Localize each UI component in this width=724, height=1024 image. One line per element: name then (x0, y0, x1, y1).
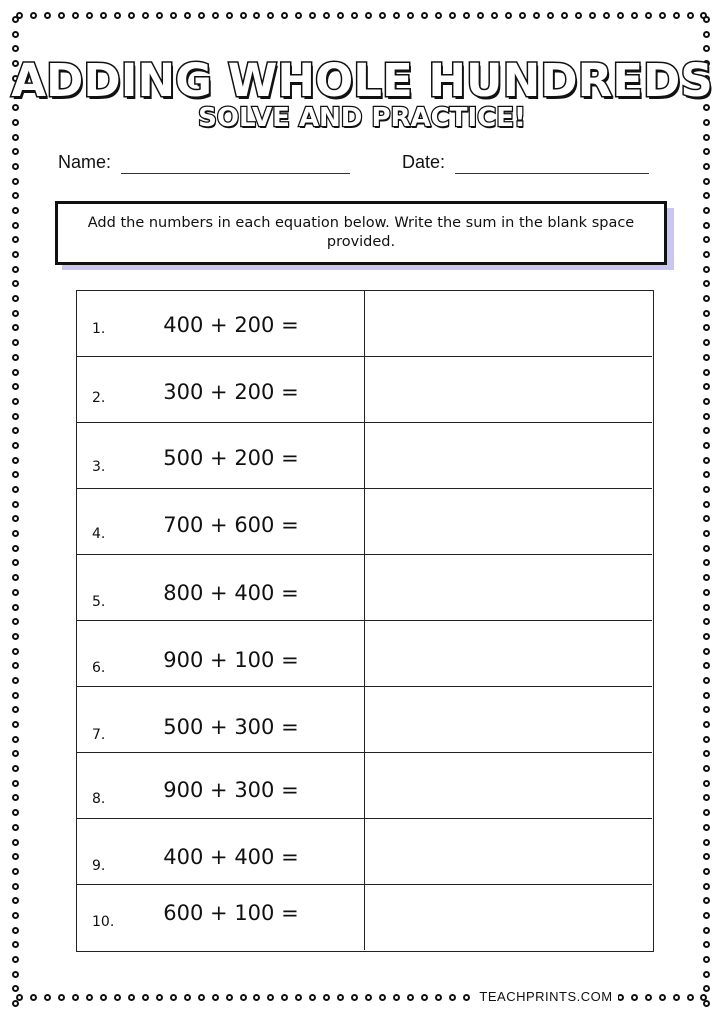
border-dot (12, 971, 19, 978)
border-dot (703, 45, 710, 52)
equation-cell (77, 885, 365, 950)
border-dot (703, 706, 710, 713)
equation-cell (77, 423, 365, 488)
border-dot (421, 12, 428, 19)
border-dot (589, 12, 596, 19)
problem-number: 6. (92, 660, 106, 676)
border-dot (198, 994, 205, 1001)
border-dot (12, 339, 19, 346)
border-dot (703, 559, 710, 566)
answer-cell[interactable] (365, 489, 652, 554)
answer-cell[interactable] (365, 621, 652, 686)
border-dot (198, 12, 205, 19)
border-dot (703, 883, 710, 890)
border-dot (12, 662, 19, 669)
border-dot (703, 354, 710, 361)
instructions-box (55, 201, 667, 265)
border-dot (703, 236, 710, 243)
border-dot (631, 12, 638, 19)
problem-equation: 400 + 200 = (163, 313, 299, 337)
border-dot (12, 413, 19, 420)
border-dot (12, 383, 19, 390)
border-dot (44, 12, 51, 19)
border-dot (703, 16, 710, 23)
problem-number: 10. (92, 914, 115, 930)
border-dot (184, 12, 191, 19)
border-dot (240, 994, 247, 1001)
border-dot (365, 12, 372, 19)
border-dot (12, 530, 19, 537)
problem-number: 8. (92, 791, 106, 807)
border-dot (12, 736, 19, 743)
border-dot (12, 648, 19, 655)
border-dot (703, 956, 710, 963)
border-dot (703, 515, 710, 522)
border-dot (703, 912, 710, 919)
border-dot (12, 839, 19, 846)
border-dot (449, 994, 456, 1001)
border-dot (703, 765, 710, 772)
border-dot (547, 12, 554, 19)
border-dot (407, 12, 414, 19)
equation-cell (77, 489, 365, 554)
border-dot (12, 178, 19, 185)
border-dot (703, 971, 710, 978)
border-dot (703, 251, 710, 258)
border-dot (703, 824, 710, 831)
border-dot (449, 12, 456, 19)
border-dot (12, 163, 19, 170)
border-dot (309, 994, 316, 1001)
border-dot (435, 12, 442, 19)
border-dot (142, 12, 149, 19)
problem-number: 4. (92, 526, 106, 542)
border-dot (12, 457, 19, 464)
border-dot (12, 559, 19, 566)
border-dot (212, 994, 219, 1001)
problem-equation: 700 + 600 = (163, 513, 299, 537)
border-dot (267, 12, 274, 19)
worksheet-title: ADDING WHOLE HUNDREDS (11, 54, 713, 107)
border-dot (12, 618, 19, 625)
border-dot (12, 192, 19, 199)
border-dot (253, 994, 260, 1001)
border-dot (12, 706, 19, 713)
border-dot (240, 12, 247, 19)
border-dot (12, 471, 19, 478)
problem-number: 3. (92, 459, 106, 475)
border-dot (703, 178, 710, 185)
problem-equation: 300 + 200 = (163, 380, 299, 404)
border-dot (703, 780, 710, 787)
border-dot (12, 148, 19, 155)
border-dots-left (12, 16, 20, 1008)
border-dot (72, 994, 79, 1001)
equation-cell (77, 357, 365, 422)
border-dot (703, 839, 710, 846)
border-dot (703, 721, 710, 728)
name-label: Name: (58, 152, 112, 172)
border-dot (421, 994, 428, 1001)
border-dot (86, 994, 93, 1001)
border-dot (603, 12, 610, 19)
border-dot (12, 883, 19, 890)
date-field[interactable] (455, 173, 649, 174)
border-dot (659, 12, 666, 19)
border-dot (703, 648, 710, 655)
border-dot (12, 956, 19, 963)
border-dot (703, 266, 710, 273)
worksheet-subtitle: SOLVE AND PRACTICE! (198, 103, 526, 133)
equation-cell (77, 819, 365, 884)
border-dot (703, 442, 710, 449)
border-dot (673, 994, 680, 1001)
border-dot (703, 398, 710, 405)
border-dot (659, 994, 666, 1001)
border-dot (12, 207, 19, 214)
border-dot (12, 794, 19, 801)
border-dot (281, 994, 288, 1001)
border-dot (703, 295, 710, 302)
border-dot (12, 501, 19, 508)
answer-cell[interactable] (365, 555, 652, 620)
date-label: Date: (402, 152, 446, 172)
border-dot (100, 994, 107, 1001)
table-row (77, 753, 652, 819)
border-dot (703, 280, 710, 287)
border-dot (645, 12, 652, 19)
border-dot (12, 545, 19, 552)
border-dot (12, 310, 19, 317)
table-row (77, 885, 652, 950)
border-dot (114, 12, 121, 19)
border-dot (703, 618, 710, 625)
border-dot (617, 12, 624, 19)
border-dot (12, 280, 19, 287)
border-dot (309, 12, 316, 19)
equation-cell (77, 687, 365, 752)
problem-equation: 900 + 100 = (163, 648, 299, 672)
border-dot (12, 515, 19, 522)
border-dot (100, 12, 107, 19)
border-dot (703, 589, 710, 596)
table-row (77, 555, 652, 621)
border-dot (703, 692, 710, 699)
border-dot (12, 927, 19, 934)
border-dot (703, 134, 710, 141)
border-dot (58, 994, 65, 1001)
answer-cell[interactable] (365, 753, 652, 818)
border-dot (703, 501, 710, 508)
problem-number: 9. (92, 858, 106, 874)
problem-equation: 900 + 300 = (163, 778, 299, 802)
border-dot (12, 985, 19, 992)
border-dot (703, 545, 710, 552)
border-dot (561, 12, 568, 19)
border-dot (407, 994, 414, 1001)
border-dot (463, 994, 470, 1001)
border-dot (170, 12, 177, 19)
border-dot (12, 897, 19, 904)
table-row (77, 621, 652, 687)
border-dot (703, 662, 710, 669)
border-dot (12, 604, 19, 611)
problem-equation: 500 + 200 = (163, 446, 299, 470)
problem-equation: 600 + 100 = (163, 901, 299, 925)
border-dot (703, 413, 710, 420)
border-dot (703, 794, 710, 801)
border-dot (703, 677, 710, 684)
border-dot (12, 1000, 19, 1007)
answer-cell[interactable] (365, 423, 652, 488)
border-dot (519, 12, 526, 19)
border-dot (703, 383, 710, 390)
table-row (77, 423, 652, 489)
equation-cell (77, 291, 365, 356)
border-dot (703, 310, 710, 317)
border-dot (379, 12, 386, 19)
problem-equation: 800 + 400 = (163, 581, 299, 605)
problem-equation: 400 + 400 = (163, 845, 299, 869)
border-dot (687, 994, 694, 1001)
footer-brand: TEACHPRINTS.COM (474, 989, 618, 1007)
border-dot (226, 994, 233, 1001)
border-dot (435, 994, 442, 1001)
problem-number: 7. (92, 727, 106, 743)
table-row (77, 819, 652, 885)
border-dots-right (703, 16, 711, 1008)
border-dot (12, 134, 19, 141)
problem-equation: 500 + 300 = (163, 715, 299, 739)
border-dot (12, 765, 19, 772)
border-dot (703, 574, 710, 581)
border-dot (703, 633, 710, 640)
border-dot (477, 12, 484, 19)
border-dot (703, 427, 710, 434)
border-dot (12, 780, 19, 787)
border-dot (12, 486, 19, 493)
border-dot (12, 236, 19, 243)
table-row (77, 489, 652, 555)
equation-cell (77, 621, 365, 686)
border-dot (337, 994, 344, 1001)
border-dot (142, 994, 149, 1001)
border-dot (212, 12, 219, 19)
border-dot (12, 295, 19, 302)
border-dot (128, 994, 135, 1001)
border-dot (687, 12, 694, 19)
answer-cell[interactable] (365, 687, 652, 752)
border-dot (44, 994, 51, 1001)
border-dot (12, 677, 19, 684)
border-dot (12, 442, 19, 449)
border-dot (12, 574, 19, 581)
border-dot (703, 927, 710, 934)
border-dots-top (16, 12, 708, 20)
border-dot (337, 12, 344, 19)
border-dot (673, 12, 680, 19)
table-row (77, 291, 652, 357)
border-dot (703, 985, 710, 992)
border-dot (703, 941, 710, 948)
border-dot (156, 994, 163, 1001)
border-dot (703, 868, 710, 875)
border-dot (323, 12, 330, 19)
problem-number: 1. (92, 321, 106, 337)
border-dot (703, 324, 710, 331)
border-dot (12, 398, 19, 405)
border-dot (12, 750, 19, 757)
border-dot (12, 16, 19, 23)
border-dot (12, 589, 19, 596)
border-dot (267, 994, 274, 1001)
border-dot (351, 12, 358, 19)
border-dot (12, 912, 19, 919)
border-dot (12, 721, 19, 728)
border-dot (12, 324, 19, 331)
border-dot (12, 633, 19, 640)
border-dot (114, 994, 121, 1001)
problems-table (76, 290, 654, 952)
border-dot (12, 31, 19, 38)
problem-number: 2. (92, 390, 106, 406)
border-dot (170, 994, 177, 1001)
border-dot (156, 12, 163, 19)
equation-cell (77, 555, 365, 620)
border-dot (393, 994, 400, 1001)
border-dot (703, 339, 710, 346)
border-dot (12, 853, 19, 860)
border-dot (12, 692, 19, 699)
border-dot (12, 222, 19, 229)
border-dot (703, 897, 710, 904)
answer-cell[interactable] (365, 885, 652, 950)
border-dot (703, 148, 710, 155)
border-dot (575, 12, 582, 19)
border-dot (12, 809, 19, 816)
border-dot (379, 994, 386, 1001)
problem-number: 5. (92, 594, 106, 610)
border-dot (703, 736, 710, 743)
border-dot (12, 941, 19, 948)
border-dot (12, 251, 19, 258)
border-dot (86, 12, 93, 19)
border-dot (703, 31, 710, 38)
border-dot (226, 12, 233, 19)
name-field[interactable] (121, 173, 350, 174)
border-dot (351, 994, 358, 1001)
border-dot (30, 994, 37, 1001)
border-dot (505, 12, 512, 19)
border-dot (533, 12, 540, 19)
border-dot (703, 369, 710, 376)
border-dot (703, 471, 710, 478)
border-dot (631, 994, 638, 1001)
border-dot (703, 530, 710, 537)
border-dot (703, 486, 710, 493)
border-dot (393, 12, 400, 19)
border-dot (12, 45, 19, 52)
border-dot (253, 12, 260, 19)
table-row (77, 357, 652, 423)
border-dot (295, 12, 302, 19)
border-dot (128, 12, 135, 19)
border-dot (12, 369, 19, 376)
border-dot (323, 994, 330, 1001)
table-row (77, 687, 652, 753)
border-dot (463, 12, 470, 19)
answer-cell[interactable] (365, 291, 652, 356)
border-dot (703, 853, 710, 860)
border-dot (12, 427, 19, 434)
answer-cell[interactable] (365, 819, 652, 884)
border-dot (12, 266, 19, 273)
border-dot (184, 994, 191, 1001)
border-dot (703, 222, 710, 229)
border-dot (703, 809, 710, 816)
instructions-text: Add the numbers in each equation below. Write the sum in the blank space provided. (87, 215, 635, 250)
border-dot (703, 457, 710, 464)
border-dot (703, 163, 710, 170)
border-dot (281, 12, 288, 19)
border-dot (703, 604, 710, 611)
border-dot (72, 12, 79, 19)
border-dot (703, 207, 710, 214)
border-dot (703, 192, 710, 199)
border-dot (30, 12, 37, 19)
equation-cell (77, 753, 365, 818)
border-dot (295, 994, 302, 1001)
border-dot (703, 750, 710, 757)
border-dot (365, 994, 372, 1001)
border-dot (12, 824, 19, 831)
border-dot (491, 12, 498, 19)
border-dot (12, 354, 19, 361)
answer-cell[interactable] (365, 357, 652, 422)
border-dot (58, 12, 65, 19)
border-dot (645, 994, 652, 1001)
border-dot (12, 868, 19, 875)
border-dot (703, 1000, 710, 1007)
